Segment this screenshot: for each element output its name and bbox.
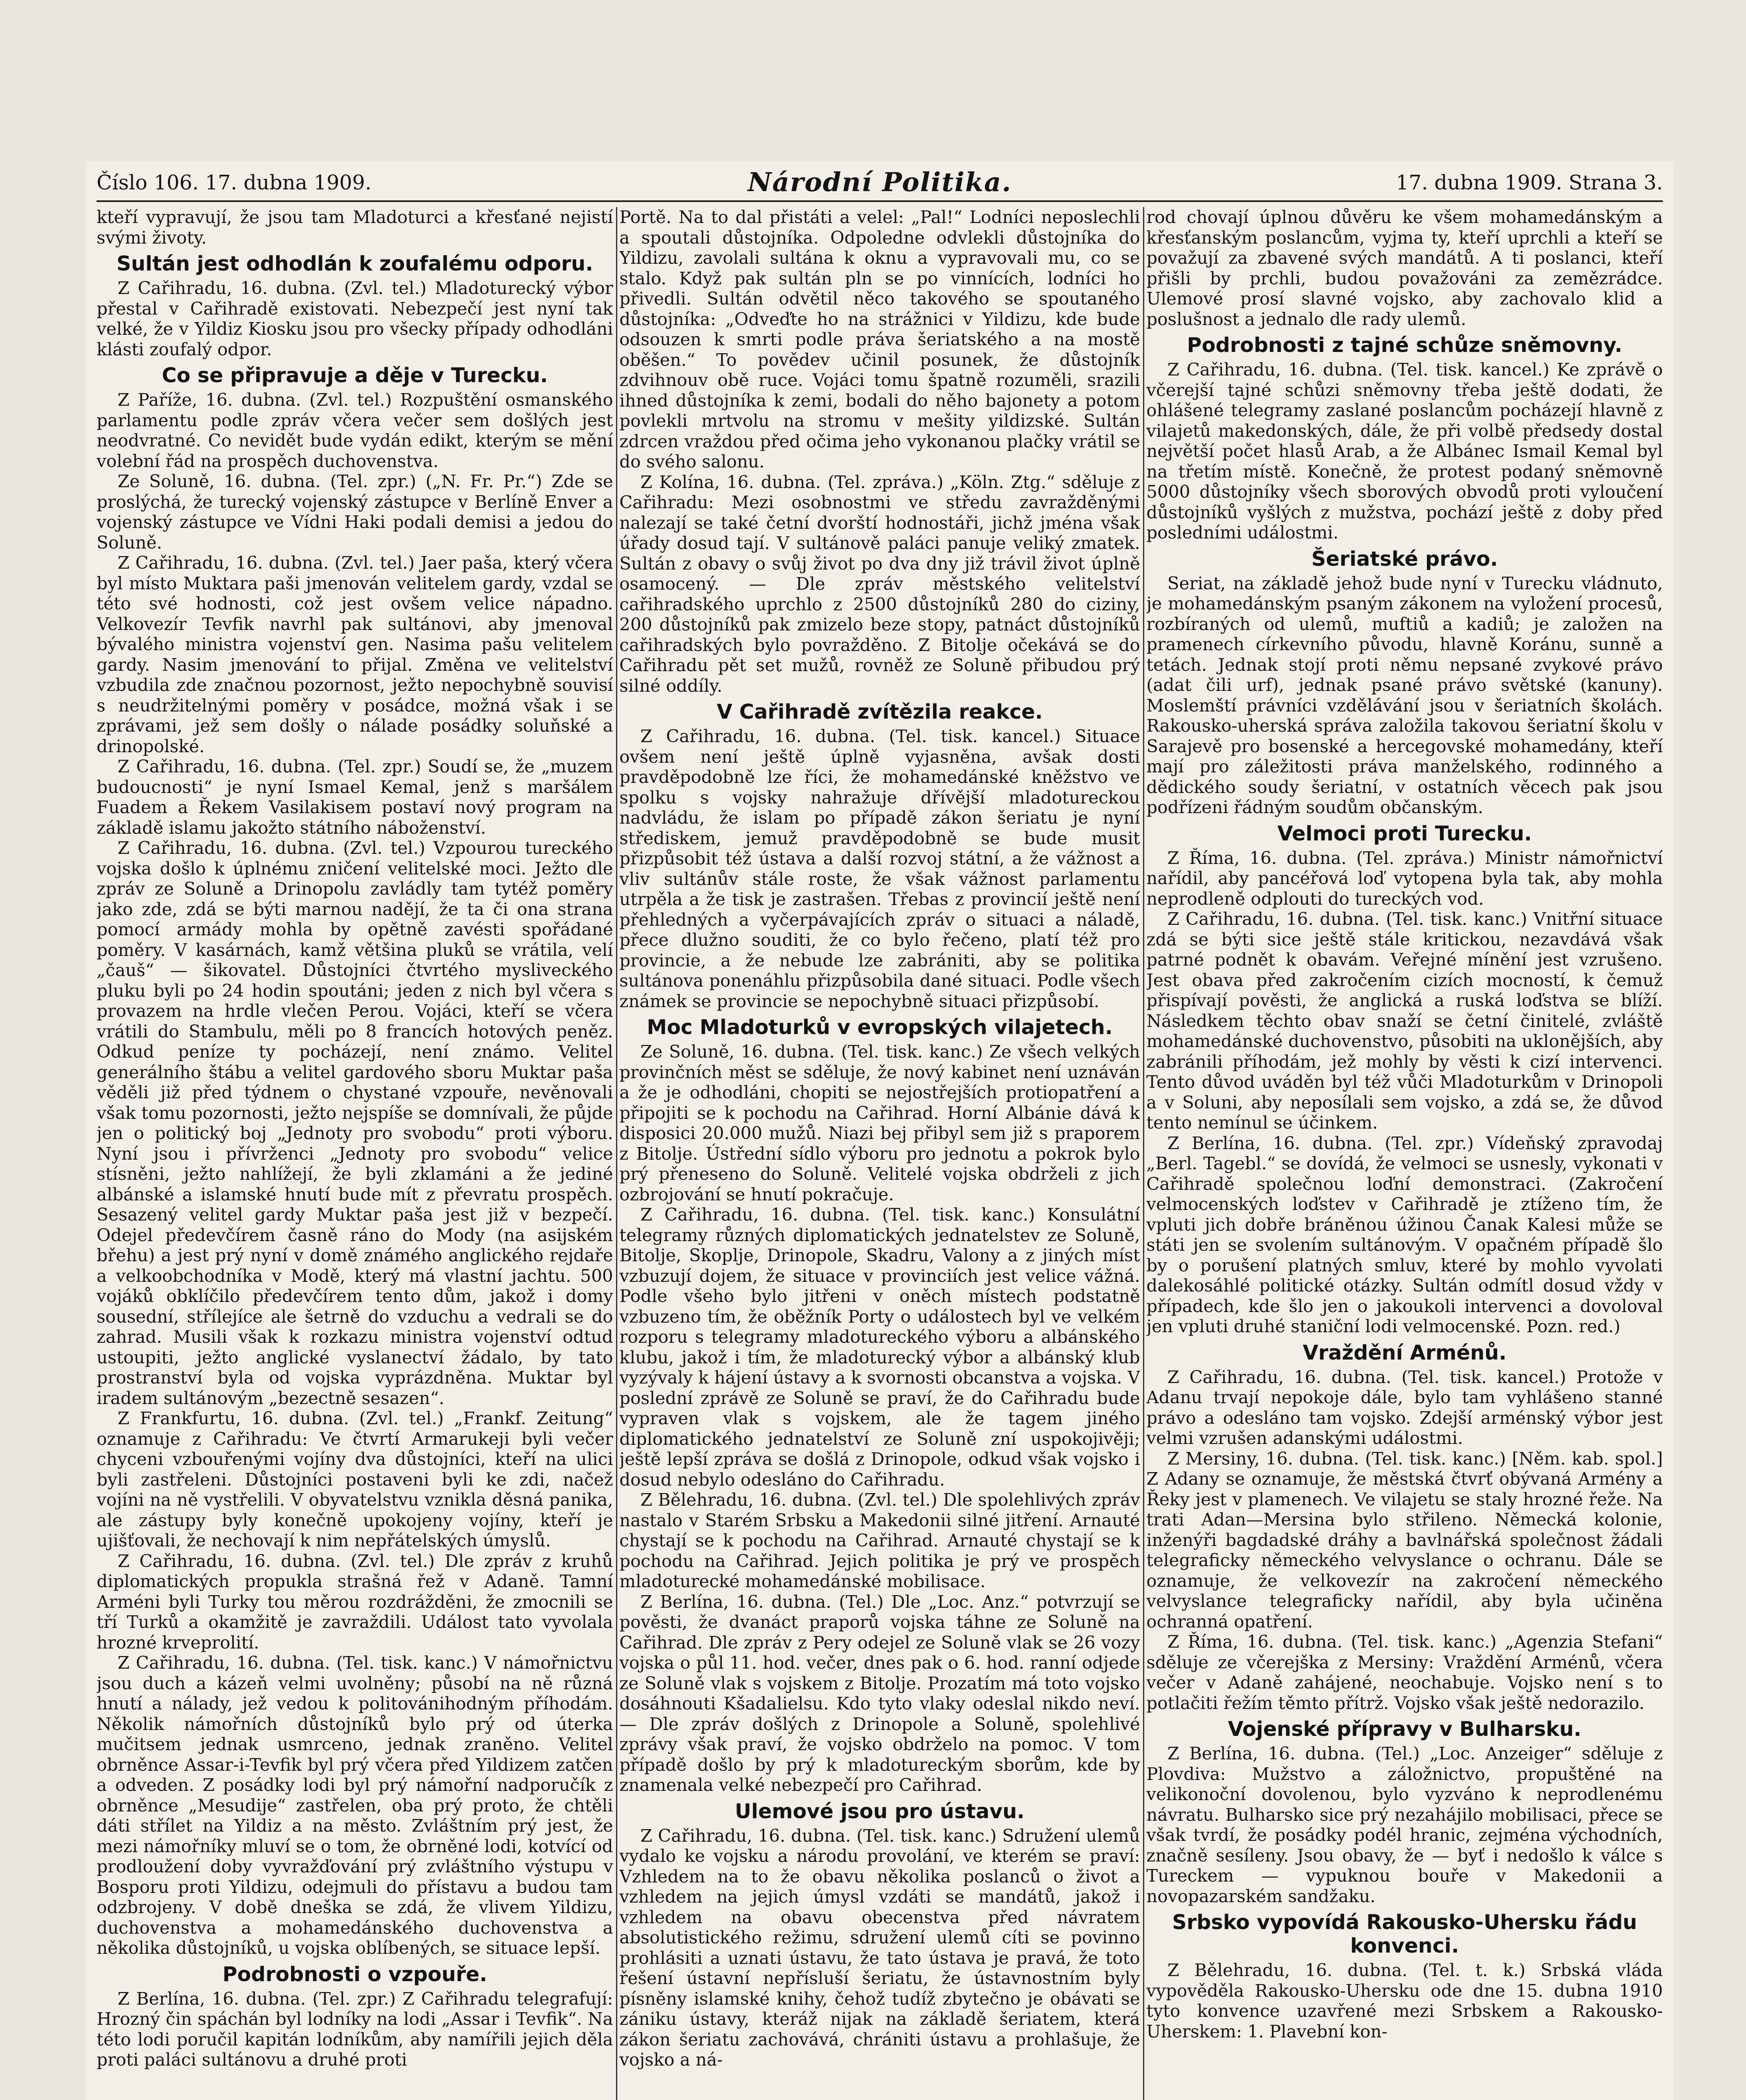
article-paragraph: Ze Soluně, 16. dubna. (Tel. tisk. kanc.) Ze všech velkých provinčních měst se sděluje, že nový kabinet není uznáván a že je odhodláni, chopiti se nejostřejších protiopatření a připojiti se k pochodu na Cařihrad. Horní Albánie dává k disposici 20.000 mužů. Niazi bej přibyl sem již s praporem z Bitolje. Ústřední sídlo výboru pro jednotu a pokrok bylo prý přeneseno do Soluně. Velitelé vojska obdrželi z jich ozbrojování se hnutí pokračuje.	[619, 1042, 1140, 1205]
article-paragraph: Z Cařihradu, 16. dubna. (Zvl. tel.) Jaer paša, který včera byl místo Muktara paši jmenován velitelem gardy, vzdal se této své hodnosti, což jest ovšem velice nápadno. Velkovezír Tevfik navrhl pak sultánovi, aby jmenoval bývalého ministra vojenství gen. Nasima pašu velitelem gardy. Nasim jmenování to přijal. Změna ve velitelství vzbudila zde značnou pozornost, ježto nepochybně souvisí s neudržitelnými poměry v posádce, možná však i se zprávami, jež sem došly o nálade posádky soluňské a drinopolské.	[97, 553, 613, 756]
article-heading: Moc Mladoturků v evropských vilajetech.	[647, 1016, 1113, 1039]
article-paragraph: Z Cařihradu, 16. dubna. (Tel. tisk. kanc.) Konsulátní telegramy různých diplomatických jednatelstev ze Soluně, Bitolje, Skoplje, Drinopole, Skadru, Valony a z jiných míst vzbuzují dojem, že situace v provinciích jest velice vážná. Podle všeho bylo jitřeni v oněch místech podstatně vzbuzeno tím, že oběžník Porty o událostech byl ve velkém rozporu s telegramy mladotureckého výboru a albánského klubu, jakož i tím, že mladoturecký výbor a albánský klub vyzývaly k hájení ústavy a k svornosti obcanstva a vojska. V poslední zprávě ze Soluně se praví, že do Cařihradu bude vypraven vlak s vojskem, ale že tagem jiného diplomatického jednatelství ze Soluně zní uspokojivěji; ještě lepší zpráva se došlá z Drinopole, odkud však vojsko i dosud nebylo odesláno do Cařihradu.	[619, 1205, 1140, 1490]
column-2	[619, 207, 1140, 2100]
column-3	[1146, 207, 1663, 2100]
article-paragraph: Z Berlína, 16. dubna. (Tel.) Dle „Loc. Anz.“ potvrzují se pověsti, že dvanáct praporů vojska táhne ze Soluně na Cařihrad. Dle zpráv z Pery odejel ze Soluně vlak se 26 vozy vojska o půl 11. hod. večer, dnes pak o 6. hod. ranní odjede ze Soluně vlak s vojskem z Bitolje. Prozatím má toto vojsko dosáhnouti Kšadalielsu. Kdo tyto vlaky odeslal nikdo neví. — Dle zpráv došlých z Drinopole a Soluně, spolehlivé zprávy však praví, že vojsko obdrželo na pomoc. V tom případě došlo by prý k mladotureckým sborům, kde by znamenala velké nebezpečí pro Cařihrad.	[619, 1591, 1140, 1795]
article-paragraph: Z Frankfurtu, 16. dubna. (Zvl. tel.) „Frankf. Zeitung“ oznamuje z Cařihradu: Ve čtvrtí Armarukeji byli večer chyceni vzbouřenými vojíny dva důstojníci, kteří na ulici byli zastřeleni. Důstojníci postaveni byli ke zdi, načež vojíni na ně vystřelili. V obyvatelstvu vznikla děsná panika, ale zástupy byly konečně upokojeny vojíny, kteří je ujišťovali, že nechovají k nim nepřátelských úmyslů.	[97, 1408, 613, 1551]
masthead	[97, 162, 1663, 202]
article-paragraph: Z Cařihradu, 16. dubna. (Zvl. tel.) Vzpourou tureckého vojska došlo k úplnému zničení velitelské moci. Ježto dle zpráv ze Soluně a Drinopolu zavládly tam tytéž poměry jako zde, zdá se býti marnou nadějí, že ta či ona strana pomocí armády mohla by opětně zavésti spořádané poměry. V kasárnách, kamž většina pluků se vrátila, velí „čauš“ — šikovatel. Důstojníci čtvrtého mysliveckého pluku byli po 24 hodin spoutáni; jeden z nich byl včera s provazem na hrdle vlečen Perou. Vojáci, kteří se včera vrátili do Stambulu, měli po 8 francích hotových peněz. Odkud peníze ty pocházejí, není známo. Velitel generálního štábu a velitel gardového sboru Muktar paša věděli již před týdnem o chystané vzpouře, nevěnovali však tomu pozornosti, ježto nejspíše se domnívali, že půjde jen o politický boj „Jednoty pro svobodu“ proti výboru. Nyní jsou i přívrženci „Jednoty pro svobodu“ velice stísněni, ježto nahlížejí, že byli zklamáni a že jediné albánské a islamské hnutí bude mít z převratu prospěch. Sesazený velitel gardy Muktar paša jest již v bezpečí. Odejel předevčírem časně ráno do Mody (na asijském břehu) a jest prý nyní v domě známého anglického rejdaře a velkoobchodníka v Modě, který má vlastní jachtu. 500 vojáků obklíčilo předevčírem tento dům, jakož i domy sousední, střílejíce ale šetrně do vzduchu a vedrali se do zahrad. Musili však k rozkazu ministra vojenství odtud ustoupiti, ježto anglické vyslanectví žádalo, by tato prostranství byla od vojska vyprázdněna. Muktar byl iradem sultánovým „bezectně sesazen“.	[97, 838, 613, 1408]
article-paragraph: Z Říma, 16. dubna. (Tel. zpráva.) Ministr námořnictví nařídil, aby pancéřová loď vytopena byla tak, aby mohla neprodleně odplouti do tureckých vod.	[1146, 848, 1663, 909]
article-paragraph: Z Cařihradu, 16. dubna. (Tel. tisk. kanc.) Vnitřní situace zdá se býti sice ještě stále kritickou, nezavdává však patrné podnět k obavám. Veřejné mínění jest vzrušeno. Jest obava před zakročením cizích mocností, k čemuž přispívají pověsti, že anglická a ruská loďstva se blíží. Následkem těchto obav snaží se četní činitelé, zvláště mohamedánské duchovenstvo, působiti na uklonějších, aby zabránili příhodám, jež mohly by věsti k cizí intervenci. Tento důvod uváděn byl též vůči Mladoturkům v Drinopoli a v Soluni, aby neposílali sem vojsko, a zdá se, že důvod tento nemínul se účinkem.	[1146, 909, 1663, 1133]
article-paragraph: Z Berlína, 16. dubna. (Tel. zpr.) Vídeňský zpravodaj „Berl. Tagebl.“ se dovídá, že velmoci se usnesly, vykonati v Cařihradě společnou loďní demonstraci. (Zakročení velmocenských loďstev v Cařihradě je ztíženo tím, že vpluti jich dobře bráněnou úžinou Čanak Kalesi může se státi jen se svolením sultánovým. V opačném případě šlo by o porušení platných smluv, které by mohlo vyvolati dalekosáhlé politické otázky. Sultán odmítl dosud vždy v případech, kde šlo jen o jakoukoli intervenci a dovoloval jen vpluti druhé staniční lodi velmocenské. Pozn. red.)	[1146, 1133, 1663, 1336]
article-paragraph: Z Paříže, 16. dubna. (Zvl. tel.) Rozpuštění osmanského parlamentu podle zpráv včera večer sem došlých jest neodvratné. Co nevidět bude vydán edikt, kterým se mění volební řád na prospěch duchovenstva.	[97, 390, 613, 471]
article-heading: Vojenské přípravy v Bulharsku.	[1228, 1717, 1581, 1741]
article-heading: Vraždění Arménů.	[1303, 1341, 1507, 1365]
article-paragraph: Z Říma, 16. dubna. (Tel. tisk. kanc.) „Agenzia Stefani“ sděluje ze včerejška z Mersiny: Vraždění Arménů, včera večer v Adaně zahájené, neochabuje. Vojsko není s to potlačiti řežím těmto přítrž. Vojsko však ještě nedorazilo.	[1146, 1632, 1663, 1713]
page-number: 17. dubna 1909. Strana 3.	[1396, 171, 1663, 194]
article-paragraph: Z Cařihradu, 16. dubna. (Tel. zpr.) Soudí se, že „muzem budoucnosti“ je nyní Ismael Kemal, jenž s maršálem Fuadem a Řekem Vasilakisem postaví nový program na základě islamu jakožto státního náboženství.	[97, 756, 613, 838]
article-paragraph: Portě. Na to dal přistáti a velel: „Pal!“ Lodníci neposlechli a spoutali důstojníka. Odpoledne odvlekli důstojníka do Yildizu, zavolali sultána k oknu a vypravovali mu, co se stalo. Když pak sultán pln se po vinnících, lodníci ho přivedli. Sultán odvětil něco takového se spoutaného důstojníka: „Odveďte ho na strážnici v Yildizu, kde bude odsouzen k smrti podle práva šeriatského a na mostě oběšen.“ To povědev učinil posunek, že důstojník zdvihnouv obě ruce. Vojáci tomu špatně rozuměli, srazili ihned důstojníka k zemi, bodali do něho bajonety a potom povlekli mrtvolu na stromu v mešity yildizské. Sultán zdrcen vraždou před očima jeho vykonanou plačky vrátil se do svého salonu.	[619, 207, 1140, 472]
article-heading: V Cařihradě zvítězila reakce.	[716, 700, 1043, 724]
issue-number: Číslo 106. 17. dubna 1909.	[97, 171, 372, 194]
article-paragraph: Z Cařihradu, 16. dubna. (Zvl. tel.) Mladoturecký výbor přestal v Cařihradě existovati. Nebezpečí jest nyní tak velké, že v Yildiz Kiosku jsou pro všecky případy odhodláni klásti zoufalý odpor.	[97, 278, 613, 360]
article-paragraph: Seriat, na základě jehož bude nyní v Turecku vládnuto, je mohamedánským psaným zákonem na vyložení procesů, rozbíraných od ulemů, muftiů a kadiů; je založen na pramenech církevního původu, hlavně Koránu, sunně a tetách. Jednak stojí proti němu nepsané zvykové právo (adat čili urf), jednak psané právo světské (kanuny). Moslemští právníci vzdělávání jsou v šeriatních školách. Rakousko-uherská správa založila takovou šeriatní školu v Sarajevě pro bosenské a hercegovské mohamedány, kteří mají pro záležitosti práva manželského, rodinného a dědického soudy šeriatní, v ostatních věcech pak jsou podřízeni řádným soudům občanským.	[1146, 573, 1663, 817]
article-heading: Šeriatské právo.	[1311, 547, 1498, 571]
article-paragraph: Z Bělehradu, 16. dubna. (Zvl. tel.) Dle spolehlivých zpráv nastalo v Starém Srbsku a Makedonii silné jitření. Arnauté chystají se k pochodu na Cařihrad. Arnauté chystají se k pochodu na Cařihrad. Jejich politika je prý ve prospěch mladoturecké mohamedánské mobilisace.	[619, 1490, 1140, 1591]
article-paragraph: Z Cařihradu, 16. dubna. (Tel. tisk. kancel.) Situace ovšem není ještě úplně vyjasněna, avšak dosti pravděpodobně lze říci, že mohamedánské kněžstvo ve spolku s vojsky nahražuje dřívější mladotureckou nadvládu, že islam po případě zákon šeriatu je nyní střediskem, jemuž pravděpodobně se bude musit přizpůsobit též ústava a další rozvoj státní, a že vážnost a vliv sultánův stále roste, že však vážnost parlamentu utrpěla a že tisk je zastrašen. Třebas z provincií ještě není přehledných a vyčerpávajících zpráv o situaci a náladě, přece dlužno souditi, že co bylo řečeno, platí též pro provincie, a že nebude lze zabrániti, aby se politika sultánova ponenáhlu přizpůsobila dané situaci. Podle všech známek se provincie se nepochybně situaci přizpůsobí.	[619, 726, 1140, 1011]
article-paragraph: rod chovají úplnou důvěru ke všem mohamedánským a křesťanským poslancům, vyjma ty, kteří uprchli a kteří se považují za zbavené svých mandátů. A ti poslanci, kteří přišli by prchli, budou považováni za zemězrádce. Ulemové prosí slavné vojsko, aby zachovalo klid a poslušnost a jednalo dle rady ulemů.	[1146, 207, 1663, 329]
article-paragraph: Z Mersiny, 16. dubna. (Tel. tisk. kanc.) [Něm. kab. spol.] Z Adany se oznamuje, že městská čtvrť obývaná Armény a Řeky jest v plamenech. Ve vilajetu se staly hrozné řeže. Na trati Adan—Mersina bylo střileno. Německá kolonie, inženýři bagdadské dráhy a bavlnářská společnost žádali telegraficky německého velvyslance o ochranu. Dále se oznamuje, že velkovezír na zakročení německého velvyslance telegraficky nařídil, aby byla učiněna ochranná opatření.	[1146, 1448, 1663, 1632]
article-heading: Velmoci proti Turecku.	[1277, 822, 1532, 845]
article-paragraph: Z Berlína, 16. dubna. (Tel.) „Loc. Anzeiger“ sděluje z Plovdiva: Mužstvo a záložnictvo, propuštěné na velikonoční dovolenou, bylo vyzváno k neprodlenému návratu. Bulharsko sice prý nezahájilo mobilisaci, přece se však tvrdí, že posádky podél hranic, zejména východních, značně sesíleny. Jsou obavy, že — byť i nedošlo k válce s Tureckem — vypuknou bouře v Makedonii a novopazarském sandžaku.	[1146, 1743, 1663, 1906]
column-divider	[1143, 207, 1144, 2100]
article-paragraph: Ze Soluně, 16. dubna. (Tel. zpr.) („N. Fr. Pr.“) Zde se proslýchá, že turecký vojenský zástupce v Berlíně Enver a vojenský zástupce ve Vídni Haki podali demisi a jedou do Soluně.	[97, 471, 613, 553]
article-heading: Co se připravuje a děje v Turecku.	[162, 364, 548, 387]
article-heading: Podrobnosti z tajné schůze sněmovny.	[1187, 333, 1623, 357]
article-heading: Ulemové jsou pro ústavu.	[735, 1799, 1025, 1823]
article-paragraph: Z Cařihradu, 16. dubna. (Tel. tisk. kancel.) Protože v Adanu trvají nepokoje dále, bylo tam vyhlášeno stanné právo a odesláno tam vojsko. Zdejší arménský výbor jest velmi vzrušen adanskými událostmi.	[1146, 1367, 1663, 1448]
article-paragraph: Z Cařihradu, 16. dubna. (Tel. tisk. kanc.) Sdružení ulemů vydalo ke vojsku a národu provolání, ve kterém se praví: Vzhledem na to že obavu několika poslanců o život a vzhledem na jejich úmysl vzdáti se mandátů, jakož i vzhledem na obavu obecenstva před návratem absolutistického režimu, sdružení ulemů cíti se povinno prohlásiti a uznati ústavu, že tato ústava je pravá, že toto řešení ústavní nepřísluší šeriatu, že ústavnostním byly písněny islamské knihy, čehož tudíž zbytečno je obávati se zániku ústavy, kteráž nijak na základě šeriatem, která zákon šeriatu zachovává, chrániti ústavu a prohlašuje, že vojsko a ná-	[619, 1825, 1140, 2070]
article-paragraph: Z Cařihradu, 16. dubna. (Tel. tisk. kancel.) Ke zprávě o včerejší tajné schůzi sněmovny třeba ještě dodati, že ohlášené telegramy zaslané poslancům pocházejí hlavně z vilajetů makedonských, dále, že při volbě předsedy dostal největší počet hlasů Arab, a že Albánec Ismail Kemal byl na třetím místě. Konečně, že protest podaný sněmovně 5000 důstojníky všech sborových obvodů proti vyloučení důstojníků vyšlých z mužstva, pochází ještě z doby před posledními událostmi.	[1146, 360, 1663, 543]
newspaper-title: Národní Politika.	[747, 167, 1012, 197]
article-heading: Podrobnosti o vzpouře.	[222, 1962, 488, 1986]
article-paragraph: Z Bělehradu, 16. dubna. (Tel. t. k.) Srbská vláda vypověděla Rakousko-Uhersku ode dne 15. dubna 1910 tyto konvence uzavřené mezi Srbskem a Rakousko-Uherskem: 1. Plavební kon-	[1146, 1960, 1663, 2042]
article-paragraph: Z Berlína, 16. dubna. (Tel. zpr.) Z Cařihradu telegrafují: Hrozný čin spáchán byl lodníky na lodi „Assar i Tevfik“. Na této lodi poručil kapitán lodníkům, aby namířili jejich děla proti paláci sultánovu a druhé proti	[97, 1988, 613, 2070]
article-heading: Srbsko vypovídá Rakousko-Uhersku řádu konvenci.	[1172, 1911, 1637, 1958]
column-divider	[616, 207, 617, 2100]
article-paragraph: kteří vypravují, že jsou tam Mladoturci a křesťané nejistí svými životy.	[97, 207, 613, 248]
article-paragraph: Z Kolína, 16. dubna. (Tel. zpráva.) „Köln. Ztg.“ sděluje z Cařihradu: Mezi osobnostmi ve středu zavražděnými nalezají se také četní dvorští hodnostáři, jichž jména však úřady dosud tají. V sultánově paláci panuje veliký zmatek. Sultán z obavy o svůj život po dva dny již trávil život úplně osamocený. — Dle zpráv městského velitelství cařihradského uprchlo z 2500 důstojníků 280 do ciziny, 200 důstojníků pak zmizelo beze stopy, patnáct důstojníků cařihradských bylo povražděno. Z Bitolje očekává se do Cařihradu pět set mužů, rovněž ze Soluně přibudou prý silné oddíly.	[619, 472, 1140, 696]
article-paragraph: Z Cařihradu, 16. dubna. (Zvl. tel.) Dle zpráv z kruhů diplomatických propukla strašná řež v Adaně. Tamní Arméni byli Turky tou měrou rozdrážděni, že zmocnili se tří Turků a okamžitě je zavraždili. Událost tato vyvolala hrozné krveprolití.	[97, 1551, 613, 1653]
column-1	[97, 207, 613, 2100]
newspaper-page	[86, 162, 1673, 2100]
article-paragraph: Z Cařihradu, 16. dubna. (Tel. tisk. kanc.) V námořnictvu jsou duch a kázeň velmi uvolněny; působí na ně různá hnutí a nálady, jež vedou k politovánihodným příhodám. Několik námořních důstojníků bylo prý od úterka mučitsem jednak usmrceno, jednak zraněno. Velitel obrněnce Assar-i-Tevfik byl prý včera před Yildizem zatčen a odveden. Z posádky lodi byl prý námořní nadporučík z obrněnce „Mesudije“ zastřelen, oba prý proto, že chtěli dáti střílet na Yildiz a na město. Zvláštním prý jest, že mezi námořníky mluví se o tom, že obrněné lodi, kotvící od prodloužení doby vyvražďování prý zvláštního výstupu v Bosporu proti Yildizu, odejmuli do přístavu a budou tam odzbrojeny. V době dneška se zdá, že vlivem Yildizu, duchovenstva a mohamedánského duchovenstva a několika důstojníků, u vojska oblíbených, se situace lepší.	[97, 1653, 613, 1958]
article-heading: Sultán jest odhodlán k zoufalému odporu.	[116, 252, 593, 276]
